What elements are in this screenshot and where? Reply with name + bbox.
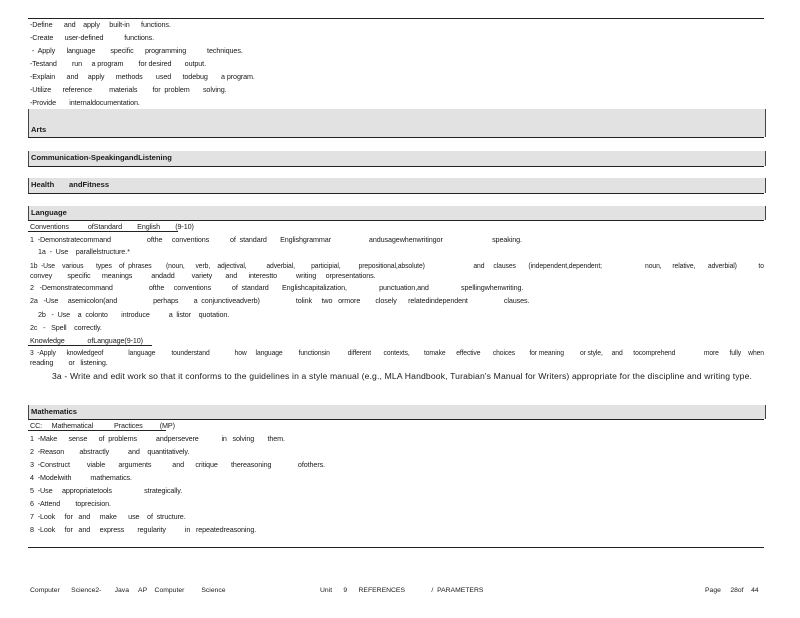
section-title: Communication-SpeakingandListening — [31, 153, 172, 162]
section-band-arts — [28, 109, 766, 137]
subsection-underline — [28, 231, 178, 232]
subsection-heading: Knowledge ofLanguage(9-10) — [30, 336, 143, 345]
section-band-language — [28, 206, 766, 220]
section-title: Health andFitness — [31, 180, 110, 189]
list-item: -Utilize reference materials for problem solving. — [30, 85, 227, 94]
practice-line: 2 -Reason abstractly and quantitatively. — [30, 447, 190, 456]
section-title: Mathematics — [31, 407, 78, 416]
top-rule — [28, 18, 764, 19]
subsection-heading: Conventions ofStandard English (9-10) — [30, 222, 194, 231]
divider — [28, 137, 764, 138]
divider — [28, 166, 764, 167]
footer-course: Computer Science2- Java AP Computer Science — [30, 587, 226, 594]
standard-line: 2b - Use a colonto introduce a listor quotation. — [38, 310, 230, 319]
list-item: -Explain and apply methods used todebug a program. — [30, 72, 255, 81]
standard-line-3a: 3a - Write and edit work so that it conforms to the guidelines in a style manual (e.g., MLA Handbook, Turabian's Manual for Writers) appropriate for the discipline and writing type. — [52, 371, 753, 381]
subsection-heading: CC: Mathematical Practices (MP) — [30, 421, 175, 430]
section-title: Arts — [31, 125, 47, 134]
standard-line: 1 -Demonstratecommand ofthe conventions of standard Englishgrammar andusagewhenwritingor speaking. — [30, 235, 522, 244]
list-item: -Create user-defined functions. — [30, 33, 155, 42]
standard-line: 2a -Use asemicolon(and perhaps a conjunctiveadverb) tolink two ormore closely relatedindependent clauses. — [30, 296, 530, 305]
list-item: -Testand run a program for desired output. — [30, 59, 206, 68]
footer-unit: Unit 9 REFERENCES / PARAMETERS — [320, 587, 484, 594]
bottom-rule — [28, 547, 764, 548]
section-band-mathematics — [28, 405, 766, 419]
divider — [28, 193, 764, 194]
list-item: -Provide internaldocumentation. — [30, 98, 140, 107]
section-band-health — [28, 178, 766, 193]
list-item: - Apply language specific programming techniques. — [30, 46, 243, 55]
section-band-communication — [28, 151, 766, 166]
divider — [28, 220, 764, 221]
practice-line: 3 -Construct viable arguments and critique thereasoning ofothers. — [30, 460, 326, 469]
subsection-underline — [28, 430, 166, 431]
divider — [28, 419, 764, 420]
standard-line: reading or listening. — [30, 358, 108, 367]
subsection-underline — [28, 345, 152, 346]
practice-line: 8 -Look for and express regularity in repeatedreasoning. — [30, 525, 257, 534]
footer-page-number: Page 28of 44 — [705, 587, 759, 594]
standard-line: 3 -Apply knowledgeof language tounderstand how language functionsin different contexts, tomake effective choices for meaning or style, and tocomprehend more fully when — [30, 348, 764, 357]
practice-line: 4 -Modelwith mathematics. — [30, 473, 132, 482]
standard-line: 2 -Demonstratecommand ofthe conventions of standard Englishcapitalization, punctuation,and spellingwhenwriting. — [30, 283, 524, 292]
practice-line: 7 -Look for and make use of structure. — [30, 512, 186, 521]
section-title: Language — [31, 208, 67, 217]
list-item: -Define and apply built-in functions. — [30, 20, 171, 29]
practice-line: 5 -Use appropriatetools strategically. — [30, 486, 183, 495]
practice-line: 6 -Attend toprecision. — [30, 499, 111, 508]
standard-line: 2c - Spell correctly. — [30, 323, 102, 332]
standard-line: 1b -Use various types of phrases (noun, verb, adjectival, adverbial, participial, prepositional,absolute) and clauses (independent,dependent; noun, relative, adverbial) to — [30, 261, 764, 270]
standard-line: 1a - Use parallelstructure.* — [38, 247, 130, 256]
practice-line: 1 -Make sense of problems andpersevere in solving them. — [30, 434, 285, 443]
standard-line: convey specific meanings andadd variety and interestto writing orpresentations. — [30, 271, 376, 280]
